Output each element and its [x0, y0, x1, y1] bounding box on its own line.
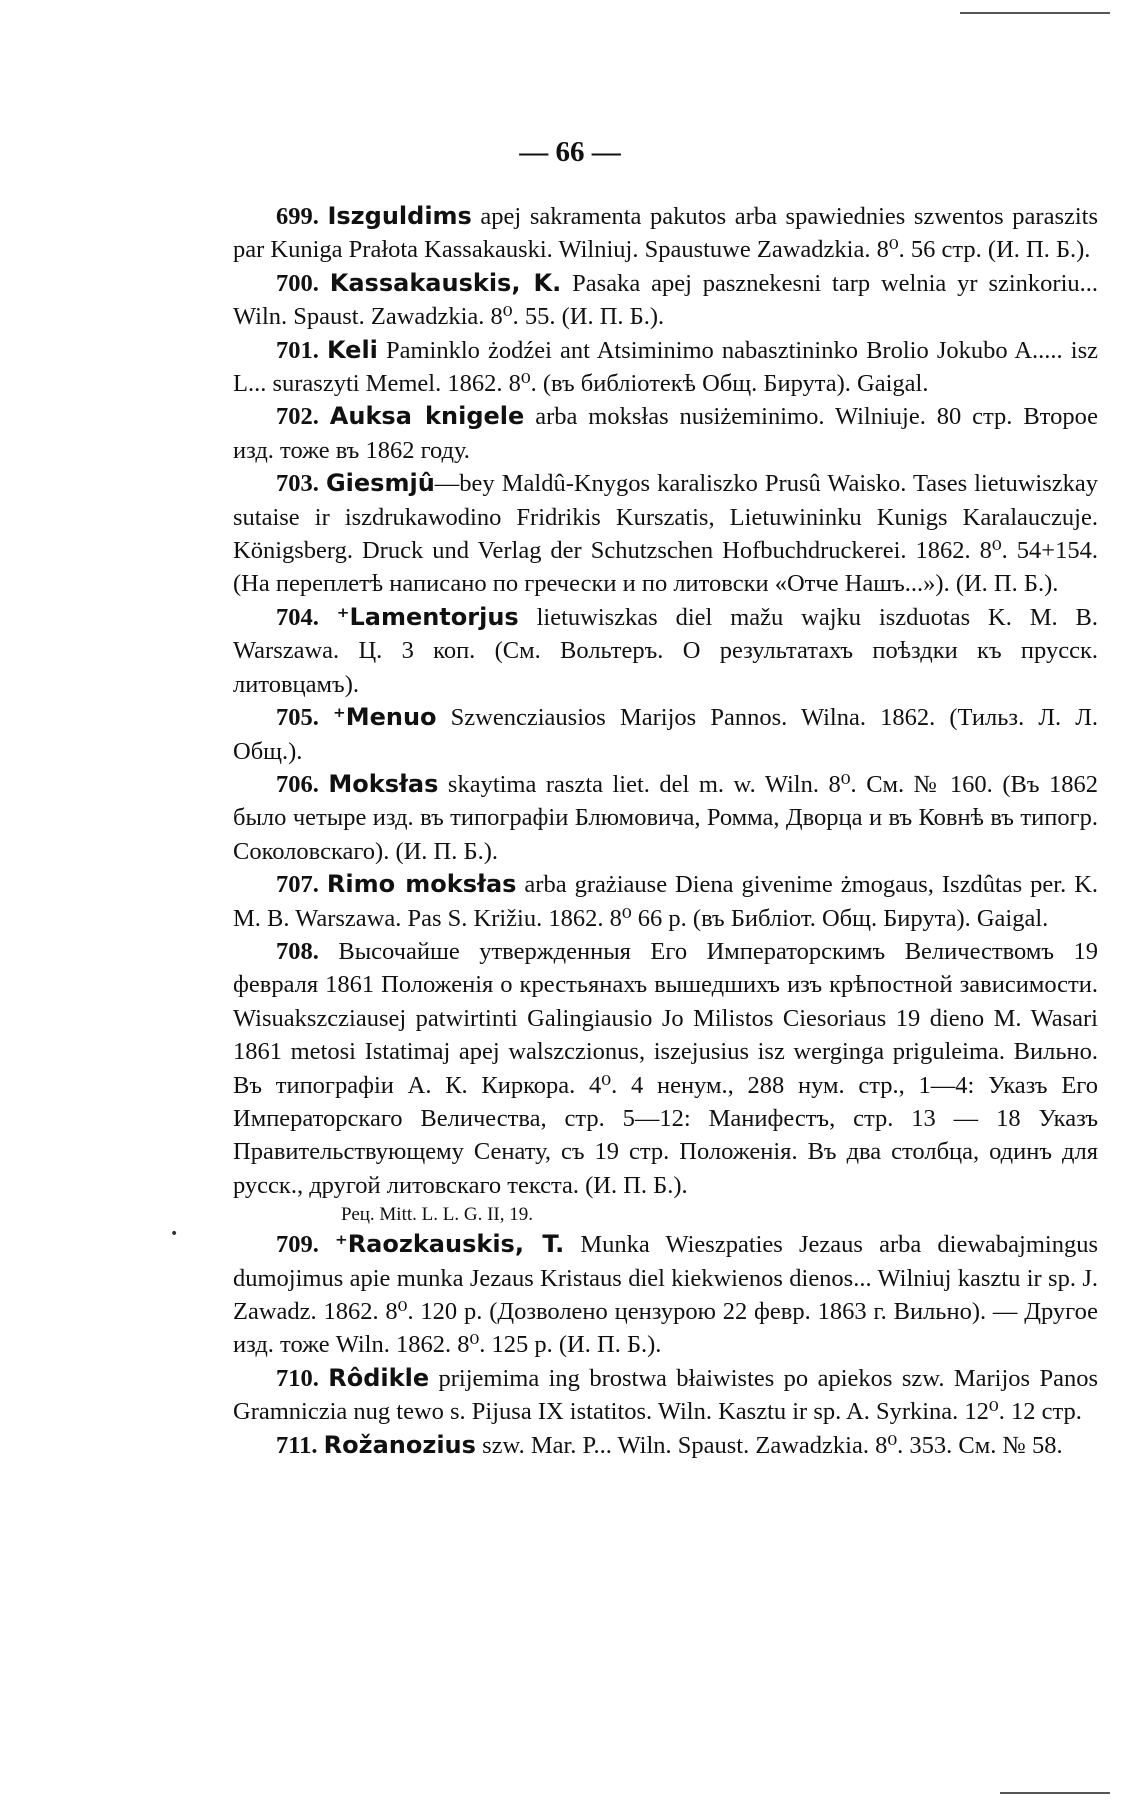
entry-705: 705. ⁺Menuo Szwencziausios Marijos Pannos. Wilna. 1862. (Тильз. Л. Л. Общ.).	[233, 703, 1099, 765]
entry-708: 708. Высочайше утвержденныя Его Императорскимъ Величествомъ 19 февраля 1861 Положенія о крестьянахъ вышедшихъ изъ крѣпостной зависимости. Wisuakszcziausej patwirtinti Galingiausio Jo Milistos Ciesoriaus 19 dieno M. Wasari 1861 metosi Istatimaj apej walszczionus, iszejusius isz werginga priguleima. Вильно. Въ типографіи А. К. Киркора. 4⁰. 4 ненум., 288 нум. стр., 1—4: Указъ Его Императорскаго Величества, стр. 5—12: Манифестъ, стр. 13 — 18 Указъ Правительствующему Сенату, съ 19 стр. Положенія. Въ два столбца, одинъ для русск., другой литовскаго текста. (И. П. Б.).	[233, 937, 1098, 1199]
margin-dot: •	[170, 1226, 179, 1242]
entry-702: 702. Auksa knigele arba moksłas nusiżeminimo. Wilniuje. 80 стр. Второе изд. тоже въ 1862 году.	[233, 402, 1098, 464]
entry-710: 710. Rôdikle prijemima ing brostwa błaiwistes po apiekos szw. Marijos Panos Gramniczia nug tewo s. Pijusa IX istatitos. Wiln. Kasztu ir sp. A. Syrkina. 12⁰. 12 стр.	[233, 1363, 1099, 1426]
bottom-edge-rule	[1000, 1792, 1110, 1794]
entry-707: 707. Rimo moksłas arba grażiause Diena givenime żmogaus, Iszdûtas per. K. M. B. Warszawa. Pas S. Križiu. 1862. 8⁰ 66 p. (въ Библіот. Общ. Бирута). Gaigal.	[233, 870, 1099, 932]
entry-704: 704. ⁺Lamentorjus lietuwiszkas diel mažu wajku iszduotas K. M. B. Warszawa. Ц. 3 коп. (См. Вольтеръ. О результатахъ поѣздки къ прусск. литовцамъ).	[233, 602, 1099, 698]
reference-note: Рец. Mitt. L. L. G. II, 19.	[341, 1204, 533, 1226]
document-body	[233, 200, 1098, 1462]
page-number: — 66 —	[519, 136, 621, 168]
entry-706: 706. Moksłas skaytima raszta liet. del m. w. Wiln. 8⁰. См. № 160. (Въ 1862 было четыре изд. въ типографіи Блюмовича, Ромма, Дворца и въ Ковнѣ въ типогр. Соколовскаго). (И. П. Б.).	[233, 769, 1098, 865]
entry-699: 699. Iszguldims apej sakramenta pakutos arba spawiednies szwentos paraszits par Kuniga Prałota Kassakauski. Wilniuj. Spaustuwe Zawadzkia. 8⁰. 56 стр. (И. П. Б.).	[233, 202, 1098, 264]
entry-701: 701. Keli Paminklo żodźei ant Atsiminimo nabasztininko Brolio Jokubo A..... isz L... suraszyti Memel. 1862. 8⁰. (въ библіотекѣ Общ. Бирута). Gaigal.	[233, 335, 1098, 398]
entry-711: 711. Rožanozius szw. Mar. P... Wiln. Spaust. Zawadzkia. 8⁰. 353. См. № 58.	[276, 1430, 1063, 1459]
entry-700: 700. Kassakauskis, K. Pasaka apej pasznekesni tarp welnia yr szinkoriu... Wiln. Spaust. Zawadzkia. 8⁰. 55. (И. П. Б.).	[233, 268, 1099, 331]
entry-709: 709. ⁺Raozkauskis, T. Munka Wieszpaties Jezaus arba diewabajmingus dumojimus apie munka Jezaus Kristaus diel kiekwienos dienos... Wilniuj kasztu ir sp. J. Zawadz. 1862. 8⁰. 120 p. (Дозволено цензурою 22 февр. 1863 г. Вильно). — Другое изд. тоже Wiln. 1862. 8⁰. 125 p. (И. П. Б.).	[233, 1230, 1098, 1359]
top-edge-rule	[960, 12, 1110, 14]
entry-703: 703. Giesmjû—bey Maldû-Knygos karaliszko Prusû Waisko. Tases lietuwiszkay sutaise ir iszdrukawodino Fridrikis Kurszatis, Lietuwininku Kunigs Karalauczuje. Königsberg. Druck und Verlag der Schutzschen Hofbuchdruckerei. 1862. 8⁰. 54+154. (На переплетѣ написано по гречески и по литовски «Отче Нашъ...»). (И. П. Б.).	[233, 469, 1099, 598]
